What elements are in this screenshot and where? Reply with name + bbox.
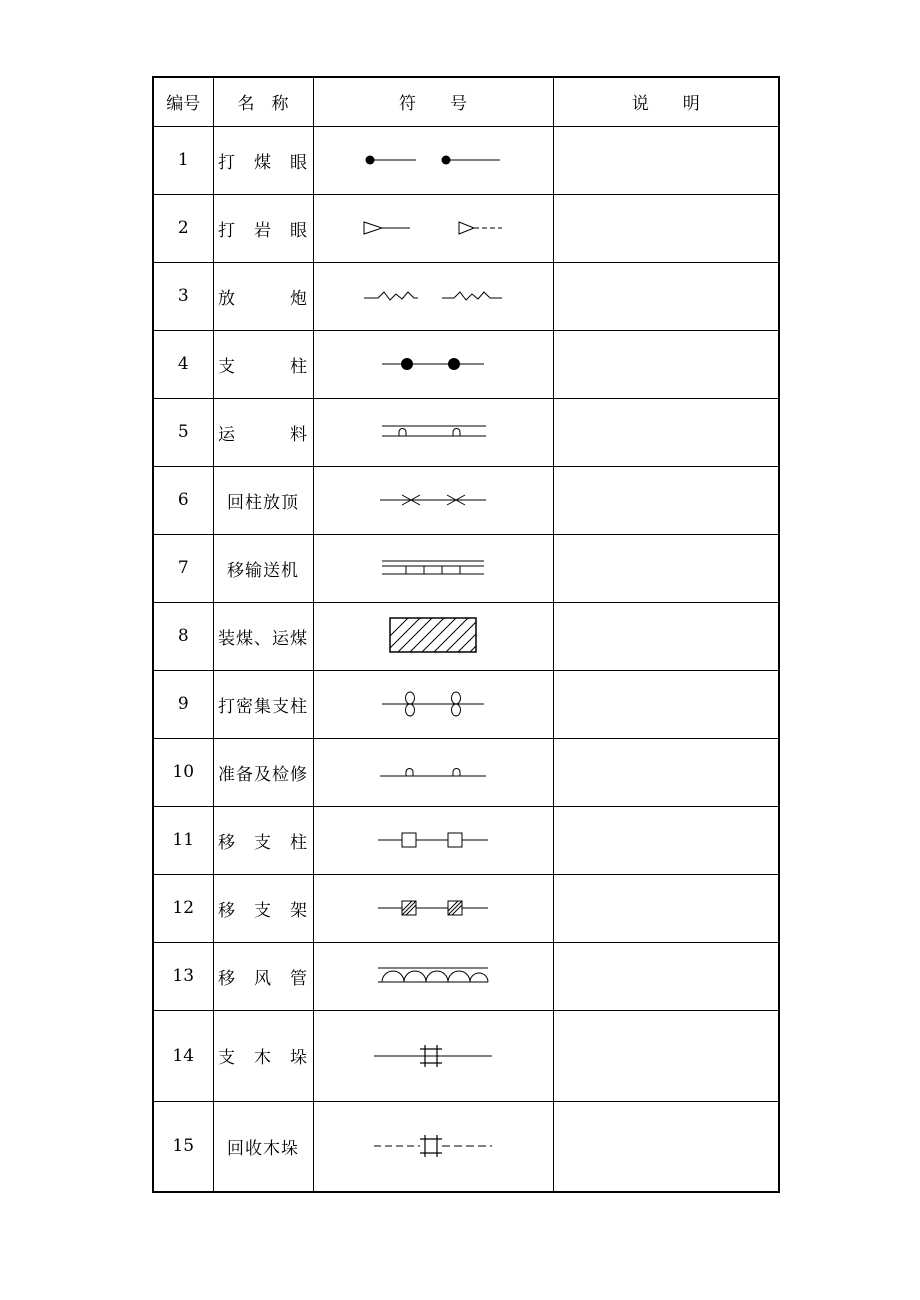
table-row: [153, 602, 779, 670]
row-num: 14: [153, 1010, 213, 1101]
header-num: 编号: [153, 77, 213, 126]
row-name: 打 煤 眼: [213, 126, 313, 194]
header-symbol: 符 号: [313, 77, 553, 126]
table-row: [153, 262, 779, 330]
row-desc: [553, 670, 779, 738]
row-desc: [553, 738, 779, 806]
table-row: [153, 398, 779, 466]
drill-rock-hole-icon: [313, 194, 553, 262]
material-transport-icon: [313, 398, 553, 466]
table-row: [153, 942, 779, 1010]
row-num: 12: [153, 874, 213, 942]
row-desc: [553, 330, 779, 398]
move-conveyor-icon: [313, 534, 553, 602]
row-num: 3: [153, 262, 213, 330]
header-desc: 说 明: [553, 77, 779, 126]
row-desc: [553, 1010, 779, 1101]
row-desc: [553, 466, 779, 534]
row-num: 10: [153, 738, 213, 806]
table-row: [153, 738, 779, 806]
row-num: 4: [153, 330, 213, 398]
preparation-maintenance-icon: [313, 738, 553, 806]
row-desc: [553, 126, 779, 194]
table-row: [153, 670, 779, 738]
row-num: 15: [153, 1101, 213, 1192]
row-num: 8: [153, 602, 213, 670]
table-row: [153, 806, 779, 874]
drill-coal-hole-icon: [313, 126, 553, 194]
row-name: 打 岩 眼: [213, 194, 313, 262]
row-desc: [553, 874, 779, 942]
header-name: 名 称: [213, 77, 313, 126]
row-name: 移 支 柱: [213, 806, 313, 874]
row-num: 11: [153, 806, 213, 874]
row-name: 准备及检修: [213, 738, 313, 806]
row-name: 回柱放顶: [213, 466, 313, 534]
row-num: 1: [153, 126, 213, 194]
prop-support-icon: [313, 330, 553, 398]
table-row: [153, 534, 779, 602]
row-name: 移输送机: [213, 534, 313, 602]
row-name: 打密集支柱: [213, 670, 313, 738]
row-desc: [553, 1101, 779, 1192]
row-num: 7: [153, 534, 213, 602]
table-header-row: [153, 77, 779, 126]
row-num: 6: [153, 466, 213, 534]
recover-wood-crib-icon: [313, 1101, 553, 1192]
row-name: 支 木 垛: [213, 1010, 313, 1101]
coal-loading-icon: [313, 602, 553, 670]
row-desc: [553, 262, 779, 330]
move-props-icon: [313, 806, 553, 874]
blasting-icon: [313, 262, 553, 330]
row-desc: [553, 602, 779, 670]
table-row: [153, 874, 779, 942]
table-row: [153, 466, 779, 534]
row-name: 移 风 管: [213, 942, 313, 1010]
row-name: 运 料: [213, 398, 313, 466]
row-name: 移 支 架: [213, 874, 313, 942]
table-row: [153, 126, 779, 194]
table-row: [153, 194, 779, 262]
row-num: 13: [153, 942, 213, 1010]
row-name: 回收木垛: [213, 1101, 313, 1192]
row-num: 2: [153, 194, 213, 262]
row-desc: [553, 806, 779, 874]
move-air-duct-icon: [313, 942, 553, 1010]
row-name: 放 炮: [213, 262, 313, 330]
dense-props-icon: [313, 670, 553, 738]
row-name: 支 柱: [213, 330, 313, 398]
table-row: [153, 1010, 779, 1101]
row-name: 装煤、运煤: [213, 602, 313, 670]
row-desc: [553, 194, 779, 262]
prop-withdrawal-icon: [313, 466, 553, 534]
row-num: 5: [153, 398, 213, 466]
table-row: [153, 330, 779, 398]
row-desc: [553, 534, 779, 602]
row-desc: [553, 942, 779, 1010]
row-desc: [553, 398, 779, 466]
build-wood-crib-icon: [313, 1010, 553, 1101]
table-row: [153, 1101, 779, 1192]
symbol-legend-table: [152, 76, 780, 1193]
row-num: 9: [153, 670, 213, 738]
move-supports-icon: [313, 874, 553, 942]
